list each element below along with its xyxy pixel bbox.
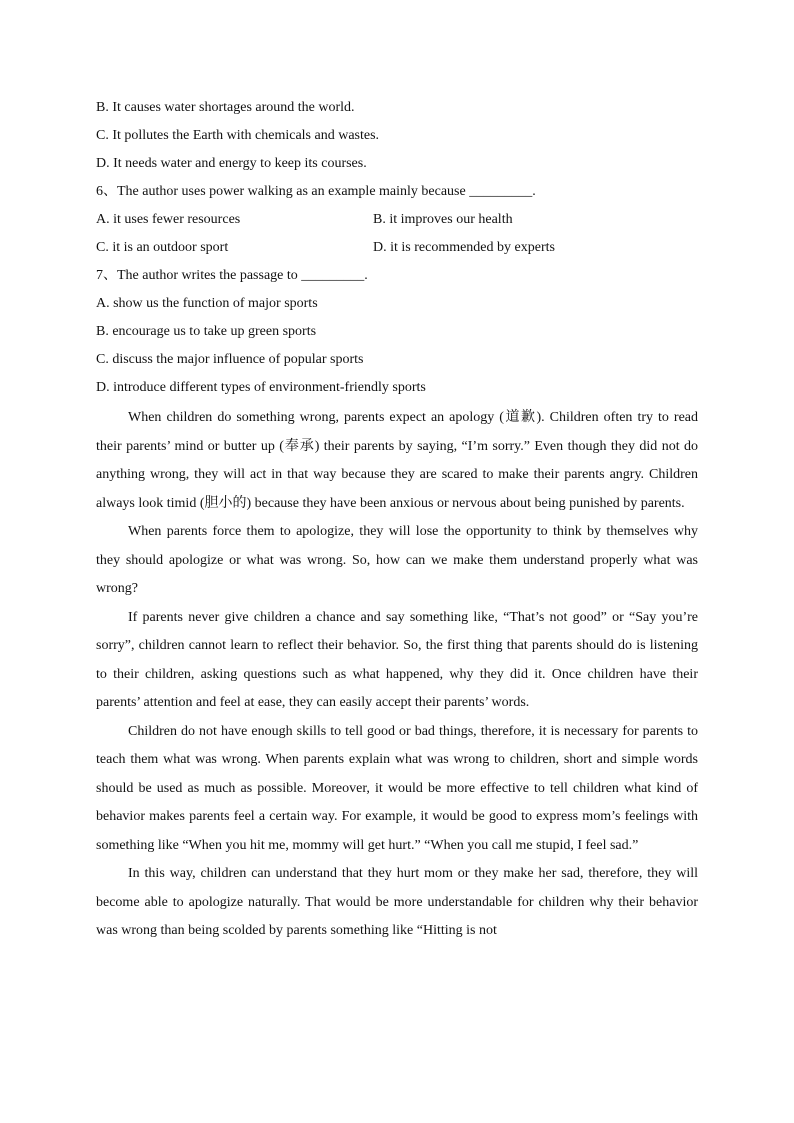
q6-option-a: A. it uses fewer resources bbox=[96, 212, 241, 227]
q5-option-c: C. It pollutes the Earth with chemicals and wastes. bbox=[96, 128, 380, 143]
passage-paragraph-2: When parents force them to apologize, they will lose the opportunity to think by themselves why they should apologize or what was wrong. So, how can we make them understand properly what was wrong? bbox=[96, 524, 698, 596]
q5-option-d: D. It needs water and energy to keep its courses. bbox=[96, 156, 367, 171]
passage-paragraph-5: In this way, children can understand that they hurt mom or they make her sad, therefore, they will become able to apologize naturally. That would be more understandable for children why their behavior was wrong than being scolded by parents something like “Hitting is not bbox=[96, 866, 698, 938]
q7-option-d: D. introduce different types of environment-friendly sports bbox=[96, 380, 426, 395]
q6-options-row-2 bbox=[96, 234, 698, 262]
q6-options-row-1 bbox=[96, 206, 698, 234]
q7-option-b: B. encourage us to take up green sports bbox=[96, 324, 317, 339]
q6-option-d: D. it is recommended by experts bbox=[373, 240, 555, 255]
q7-option-a: A. show us the function of major sports bbox=[96, 296, 318, 311]
passage-paragraph-3: If parents never give children a chance and say something like, “That’s not good” or “Say you’re sorry”, children cannot learn to reflect their behavior. So, the first thing that parents should do is listening to their children, asking questions such as what happened, why they did it. Once children have their parents’ attention and feel at ease, they can easily accept their parents’ words. bbox=[96, 609, 698, 710]
q6-stem: 6、The author uses power walking as an example mainly because _________. bbox=[96, 184, 536, 199]
document-content bbox=[96, 94, 698, 946]
passage-paragraph-4: Children do not have enough skills to tell good or bad things, therefore, it is necessary for parents to teach them what was wrong. When parents explain what was wrong to children, short and simple words should be used as much as possible. Moreover, it would be more effective to tell children what kind of behavior makes parents feel a certain way. For example, it would be good to express mom’s feelings with something like “When you hit me, mommy will get hurt.” “When you call me stupid, I feel sad.” bbox=[96, 723, 698, 853]
q7-option-c: C. discuss the major influence of popular sports bbox=[96, 352, 364, 367]
passage-paragraph-1: When children do something wrong, parents expect an apology (道歉). Children often try to read their parents’ mind or butter up (奉承) their parents by saying, “I’m sorry.” Even though they did not do anything wrong, they will act in that way because they are scared to make their parents angry. Children always look timid (胆小的) because they have been anxious or nervous about being punished by parents. bbox=[96, 410, 698, 511]
q5-option-b: B. It causes water shortages around the world. bbox=[96, 100, 355, 115]
q7-stem: 7、The author writes the passage to _________. bbox=[96, 268, 368, 283]
q6-option-b: B. it improves our health bbox=[373, 212, 513, 227]
q6-option-c: C. it is an outdoor sport bbox=[96, 240, 229, 255]
